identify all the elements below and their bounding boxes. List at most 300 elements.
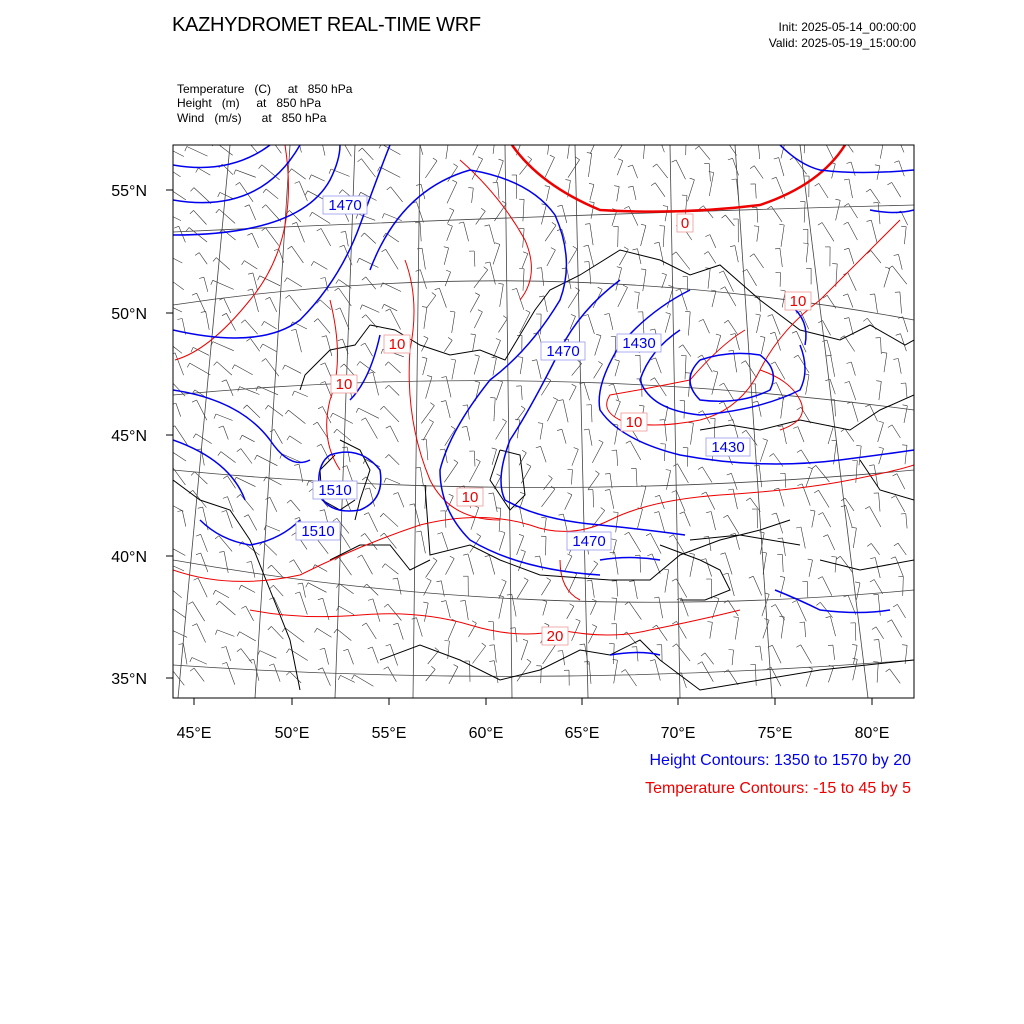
wind-barb-feather [287,500,291,503]
wind-barb-feather [196,553,201,555]
wind-barb-feather [818,577,823,579]
wind-barb-feather [535,556,540,557]
wind-barb-feather [441,601,446,602]
wind-barb [643,270,646,291]
lat-label: 40°N [111,549,147,566]
wind-barb [340,308,349,330]
wind-barb [651,533,662,553]
wind-barb-feather [547,378,551,381]
wind-barb-feather [484,267,488,270]
wind-barb [423,422,433,440]
wind-barb-feather [641,224,646,225]
wind-barb [248,515,256,531]
wind-barb-feather [357,258,359,263]
wind-barb-feather [255,455,257,460]
wind-barb [364,233,375,244]
wind-barb [543,645,556,664]
field-height: Height (m) at 850 hPa [177,96,322,110]
wind-barb [906,514,907,529]
wind-barb-feather [459,222,464,223]
wind-barb-feather [320,648,325,649]
wind-barb-feather [778,538,783,539]
wind-barb-feather [723,515,727,518]
wind-barb [685,356,686,380]
wind-barb [270,138,281,153]
wind-barb-feather [262,205,266,208]
wind-barb [448,621,456,640]
lon-label: 80°E [854,725,890,742]
wind-barb [424,307,427,329]
wind-barb [904,227,906,244]
wind-barb [168,564,184,571]
wind-barb [541,666,542,683]
wind-barb [592,580,595,598]
height-contour-label: 1510 [301,523,335,540]
wind-barb [665,406,668,421]
wind-barb-feather [640,138,645,139]
height-contour-label: 1430 [711,439,745,456]
wind-barb-feather [856,445,861,446]
wind-barb [760,440,767,461]
wind-barb [617,187,620,202]
wind-barb [294,560,302,573]
wind-barb-feather [222,662,227,664]
wind-barb-feather [583,315,588,317]
wind-barb-feather [769,454,773,457]
wind-barb-feather [816,602,820,605]
wind-barb-feather [886,669,890,672]
wind-barb-feather [646,533,650,535]
wind-barb [314,261,328,269]
wind-barb [398,493,404,508]
wind-barb [445,511,446,528]
wind-barb-feather [361,343,365,346]
wind-barb-feather [847,362,852,364]
wind-barb-feather [651,183,655,186]
wind-barb-feather [482,643,486,646]
wind-barb [637,647,638,662]
wind-barb [711,512,716,531]
wind-barb [733,420,738,439]
wind-barb-feather [238,387,240,392]
temperature-contour-label: 10 [388,336,406,353]
wind-barb-feather [320,510,325,511]
wind-barb-feather [774,158,779,159]
wind-barb-feather [705,235,710,237]
wind-barb-feather [162,276,165,280]
wind-barb-feather [477,534,481,537]
wind-barb-feather [780,576,785,577]
wind-barb-feather [432,293,436,296]
wind-barb [194,210,207,224]
wind-barb-feather [385,385,389,389]
wind-barb-feather [498,283,503,284]
wind-barb-feather [819,139,824,141]
wind-barb [798,427,804,442]
wind-barb [875,558,880,579]
wind-barb [260,276,281,286]
wind-barb [165,276,184,290]
wind-barb-feather [313,422,317,425]
wind-barb-feather [768,315,773,317]
wind-barb-feather [595,471,599,474]
wind-barb-feather [654,597,659,598]
wind-barb-feather [750,166,754,169]
wind-barb-feather [575,157,579,160]
wind-barb-feather [166,564,168,569]
wind-barb-feather [262,321,265,325]
wind-barb [192,658,207,665]
wind-barb-feather [164,167,167,171]
wind-barb-feather [584,429,589,430]
height-contours [173,145,914,655]
wind-barb-feather [592,625,597,627]
wind-barb-feather [310,212,313,216]
wind-barb-feather [759,532,764,533]
wind-barb [562,205,567,223]
wind-barb [169,306,182,312]
wind-barb [706,492,715,510]
wind-barb [473,137,482,156]
wind-barb-feather [243,140,247,143]
wind-barb [616,268,622,291]
wind-barb [871,220,877,242]
wind-barb-feather [672,252,676,255]
wind-barb [236,477,255,486]
wind-barb-feather [237,649,241,652]
wind-barb [193,602,205,622]
wind-barb [274,664,280,682]
wind-barb [544,296,547,312]
wind-barb-feather [195,253,199,256]
wind-barb [572,449,578,465]
wind-barb [572,621,581,641]
wind-barb-feather [443,142,448,143]
wind-barb [465,600,468,620]
wind-barb-feather [690,553,695,554]
wind-barb [801,527,805,548]
wind-barb-feather [216,209,219,213]
wind-barb-feather [865,405,870,407]
wind-barb-feather [450,556,454,558]
wind-barb-feather [702,492,707,494]
wind-barb-feather [295,592,300,594]
wind-barb-feather [720,287,724,290]
wind-barb [594,364,603,378]
wind-barb [662,275,667,288]
wind-barb-feather [499,159,504,161]
wind-barb [362,148,373,160]
wind-barb-feather [719,136,723,139]
wind-barb-feather [489,661,494,662]
field-temperature: Temperature (C) at 850 hPa [177,82,353,96]
wind-barb-feather [823,535,828,537]
wind-barb [801,450,810,464]
wind-barb-feather [382,214,384,219]
wind-barb-feather [690,178,695,180]
wind-barb [217,362,232,375]
wind-barb-feather [269,664,274,666]
wind-barb [849,318,853,335]
wind-barb [544,518,546,533]
wind-barb-feather [701,559,706,561]
wind-barb [366,418,378,439]
wind-barb-feather [891,557,896,559]
wind-barb-feather [719,383,723,386]
wind-barb-feather [502,419,506,422]
wind-barb-feather [357,362,360,366]
wind-barb [417,618,423,637]
wind-barb [166,341,182,354]
wind-barb-feather [334,429,337,433]
wind-barb-feather [218,192,220,197]
wind-barb-feather [294,464,299,465]
wind-barb [227,662,235,684]
wind-barb [494,645,496,663]
wind-barb-feather [574,448,579,450]
wind-barb [398,623,403,639]
temperature-contour-label: 0 [680,215,690,232]
wind-barb [633,165,638,178]
wind-barb [733,489,737,509]
wind-barb-feather [285,410,288,414]
lat-label: 50°N [111,306,147,323]
wind-barb [874,580,883,595]
wind-barb [637,249,641,264]
wind-barb [543,602,547,616]
wind-barb-feather [380,513,383,517]
wind-barb [167,502,184,511]
wind-barb-feather [724,320,728,323]
wind-barb-feather [283,365,285,370]
wind-barb-feather [422,307,427,308]
wind-barb-feather [287,436,290,440]
wind-barb [296,129,302,152]
wind-barb-feather [797,484,802,486]
wind-barb [517,662,531,681]
wind-barb-feather [214,414,216,419]
wind-barb-feather [610,552,615,553]
wind-barb-feather [492,448,497,449]
wind-barb [388,604,402,620]
wind-barb-feather [237,494,241,497]
wind-barb-feather [305,191,307,195]
wind-barb [474,251,475,267]
wind-barb [339,280,352,289]
wind-barb-feather [903,405,908,406]
wind-barb-feather [612,598,617,599]
wind-barb [299,182,307,202]
wind-barb-feather [167,450,170,454]
wind-barb-feather [654,242,659,243]
wind-barb-feather [844,248,849,250]
wind-barb-feather [497,474,501,476]
wind-barb-feather [393,578,398,579]
wind-barb [257,455,278,466]
wind-barb-feather [214,362,217,366]
wind-barb [315,565,327,572]
wind-barb [266,228,279,246]
wind-barb-feather [520,492,525,494]
wind-barb-feather [772,177,777,179]
wind-barb [852,402,858,422]
wind-barb [760,646,762,661]
wind-barb-feather [669,535,673,538]
wind-barb-feather [870,580,874,583]
wind-barb [198,168,210,175]
wind-barb-feather [727,473,732,475]
wind-barb-feather [729,350,734,351]
wind-barb-feather [537,268,542,269]
wind-barb-feather [650,329,655,330]
wind-barb-feather [605,489,610,490]
wind-barb [567,606,574,619]
wind-barb-feather [342,466,347,468]
wind-barb [588,153,591,177]
wind-barb-feather [852,644,857,645]
wind-barb [684,401,685,419]
wind-barb [827,340,831,356]
wind-barb [542,489,555,507]
wind-barb-feather [177,319,182,320]
wind-barb-feather [893,359,898,360]
wind-barb-feather [756,314,761,315]
wind-barb-feather [362,623,366,626]
wind-barb-feather [888,266,892,269]
wind-barb [420,223,421,242]
wind-barb-feather [832,440,837,441]
wind-barb [665,570,669,593]
wind-barb [266,205,281,222]
wind-barb [584,383,590,401]
wind-barb [168,256,182,263]
wind-barb-feather [265,297,270,299]
wind-barb [223,426,228,440]
wind-barb [346,231,349,246]
wind-barb [173,631,187,638]
wind-barb-feather [247,561,252,562]
wind-barb [879,381,881,400]
wind-barb [851,162,855,176]
wind-barb [870,189,880,203]
wind-barb [848,294,853,308]
wind-barb-feather [845,381,850,383]
wind-barb-feather [478,310,483,312]
wind-barb [427,296,436,308]
wind-barb [383,513,398,526]
wind-barb [735,618,738,640]
wind-barb [373,599,380,622]
wind-barb [493,493,497,512]
wind-barb [446,496,453,511]
temperature-legend: Temperature Contours: -15 to 45 by 5 [645,780,911,797]
wind-barb [565,556,572,571]
wind-barb-feather [268,565,272,568]
wind-barb [216,414,233,421]
wind-barb [655,183,665,197]
wind-barb-feather [541,517,546,518]
wind-barb-feather [867,220,872,221]
wind-barb-feather [317,140,322,141]
wind-barb-feather [793,427,798,429]
wind-barb [849,248,854,264]
wind-barb-feather [713,371,718,372]
wind-barb [615,552,619,575]
wind-barb [634,581,637,599]
wind-barb [296,329,302,352]
wind-barb [848,204,857,219]
wind-barb-feather [730,246,735,247]
wind-barb-feather [416,270,421,272]
wind-barb-feather [557,205,562,206]
wind-barb-feather [550,155,555,157]
wind-barb [676,160,685,179]
wind-barb [366,623,376,639]
wind-barb-feather [174,226,179,228]
wind-barb-feather [444,641,449,642]
wind-barb [830,616,835,636]
wind-barb [879,639,882,662]
wind-barb [625,670,636,687]
wind-barb [835,400,836,417]
wind-barb-feather [730,334,735,335]
wind-barb [416,202,423,223]
wind-barb-feather [282,628,285,632]
wind-barb-feather [843,294,848,296]
wind-barb-feather [552,222,556,225]
wind-barb [494,340,501,357]
wind-barb-feather [701,653,705,656]
wind-barb [870,507,881,528]
wind-barb [686,134,687,155]
wind-barb [897,135,905,152]
wind-barb [362,305,379,313]
wind-barb [512,594,516,616]
wind-barb [659,597,663,618]
wind-barb-feather [853,658,858,659]
wind-barb [220,192,235,199]
wind-barb-feather [449,208,454,210]
wind-barb-feather [243,405,247,409]
wind-barb-feather [855,582,860,583]
wind-barb [805,622,806,637]
wind-barb-feather [477,135,482,137]
wind-barb-feather [589,202,594,203]
wind-barb-feather [734,617,739,618]
wind-barb [224,551,228,573]
temperature-contour-label: 10 [335,376,353,393]
wind-barb-feather [613,512,618,513]
wind-barb [369,513,378,532]
wind-barb-feather [450,311,455,312]
wind-barb [367,584,379,595]
wind-barb-feather [260,344,263,348]
wind-barb-feather [286,649,289,653]
wind-barb [449,667,458,684]
wind-barb-feather [772,513,777,514]
wind-barb-feather [565,140,570,141]
wind-barb-feather [618,159,623,161]
wind-barb-feather [571,314,576,316]
wind-barb-feather [341,231,346,232]
wind-barb [755,184,756,199]
wind-barb [226,647,231,661]
wind-barb [421,531,425,553]
wind-barb [854,645,858,664]
wind-barb-feather [779,616,784,617]
wind-barb-feather [475,355,480,356]
wind-barb [493,139,495,154]
